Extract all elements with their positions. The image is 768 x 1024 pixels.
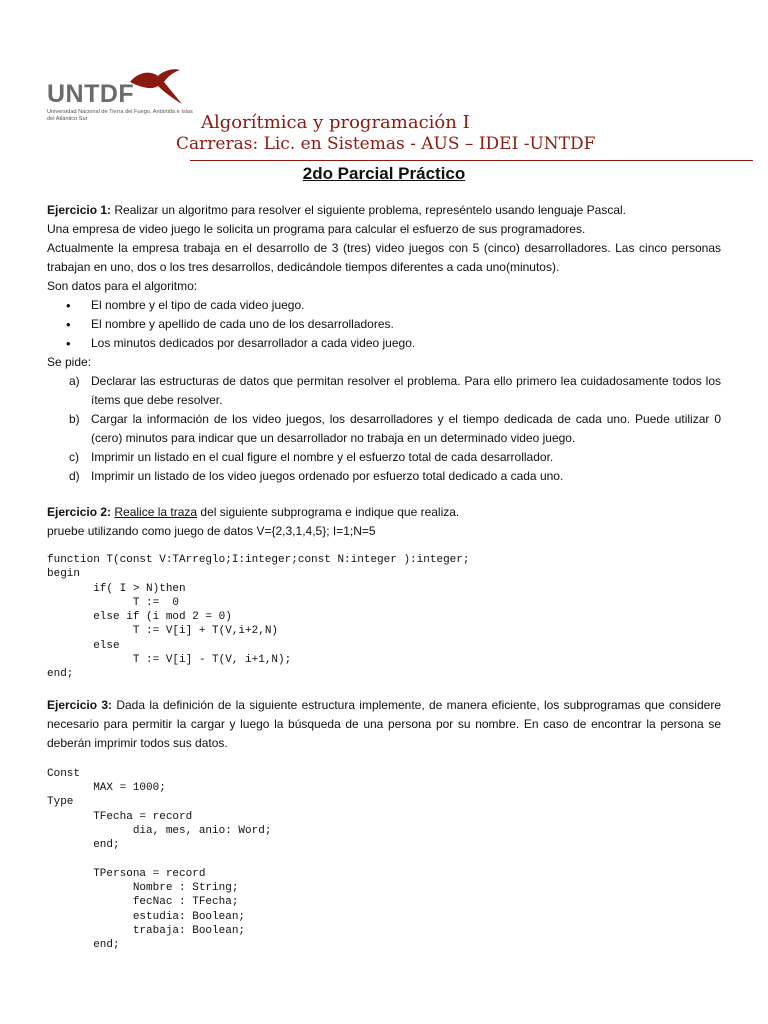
document-header xyxy=(0,0,768,165)
exercise-1-intro: Ejercicio 1: Realizar un algoritmo para resolver el siguiente problema, represéntelo usando lenguaje Pascal. xyxy=(47,203,627,217)
exercise-1-paragraph: Actualmente la empresa trabaja en el desarrollo de 3 (tres) video juegos con 5 (cinco) desarrolladores. Las cinco personas trabajan en uno, dos o los tres desarrollos, dedicándole tiempos diferentes a cada uno(minutos). xyxy=(47,241,721,274)
exercise-1-paragraph: Una empresa de video juego le solicita un programa para calcular el esfuerzo de sus programadores. xyxy=(47,222,586,236)
document-body xyxy=(47,201,721,953)
list-item: a) Declarar las estructuras de datos que permitan resolver el problema. Para ello primero lea cuidadosamente todos los ítems que debe resolver. xyxy=(69,374,721,407)
exercise-1-paragraph: Son datos para el algoritmo: xyxy=(47,279,198,293)
code-block-types: Const MAX = 1000; Type TFecha = record dia, mes, anio: Word; end; TPersona = record Nombre : String; fecNac : TFecha; estudia: Boolean; trabaja: Boolean; end; xyxy=(47,767,272,952)
se-pide-label: Se pide: xyxy=(47,355,92,369)
list-item: c) Imprimir un listado en el cual figure el nombre y el esfuerzo total de cada desarrollador. xyxy=(69,450,554,464)
exercise-2-intro: Ejercicio 2: Realice la traza del siguiente subprograma e indique que realiza. xyxy=(47,505,460,519)
list-item: • Los minutos dedicados por desarrollador a cada video juego. xyxy=(91,334,721,353)
logo-text: UNTDF xyxy=(47,80,135,108)
code-block-function: function T(const V:TArreglo;I:integer;const N:integer ):integer; begin if( I > N)then T := 0 else if (i mod 2 = 0) T := V[i] + T(V,i+2,N) else T := V[i] - T(V, i+1,N); end; xyxy=(47,554,470,681)
list-item: • El nombre y apellido de cada uno de los desarrolladores. xyxy=(91,315,721,334)
header-divider xyxy=(190,160,753,161)
exercise-2-paragraph: pruebe utilizando como juego de datos V={2,3,1,4,5}; I=1;N=5 xyxy=(47,524,376,538)
list-item: • El nombre y el tipo de cada video juego. xyxy=(91,296,721,315)
exercise-3-intro: Ejercicio 3: Dada la definición de la siguiente estructura implemente, de manera eficiente, los subprogramas que considere necesario para permitir la cargar y luego la búsqueda de una persona por su nombre. En caso de encontrar la persona se deberán imprimir todos sus datos. xyxy=(47,697,721,750)
page-title: 2do Parcial Práctico xyxy=(302,164,466,183)
realice-traza-text: Realice la traza xyxy=(114,505,198,519)
course-subtitle: Carreras: Lic. en Sistemas - AUS – IDEI -UNTDF xyxy=(176,134,596,154)
task-list xyxy=(47,372,721,486)
course-title: Algorítmica y programación I xyxy=(201,112,470,133)
untdf-bird-logo-icon xyxy=(128,68,188,110)
data-list xyxy=(47,296,721,353)
list-item: b) Cargar la información de los video juegos, los desarrolladores y el tiempo dedicada de cada uno. Puede utilizar 0 (cero) minutos para indicar que un desarrollador no trabaja en un determinado video juego. xyxy=(69,412,721,445)
logo-subtitle: Universidad Nacional de Tierra del Fuego, Antártida e Islas del Atlántico Sur xyxy=(47,109,193,122)
list-item: d) Imprimir un listado de los video juegos ordenado por esfuerzo total dedicado a cada uno. xyxy=(69,469,564,483)
